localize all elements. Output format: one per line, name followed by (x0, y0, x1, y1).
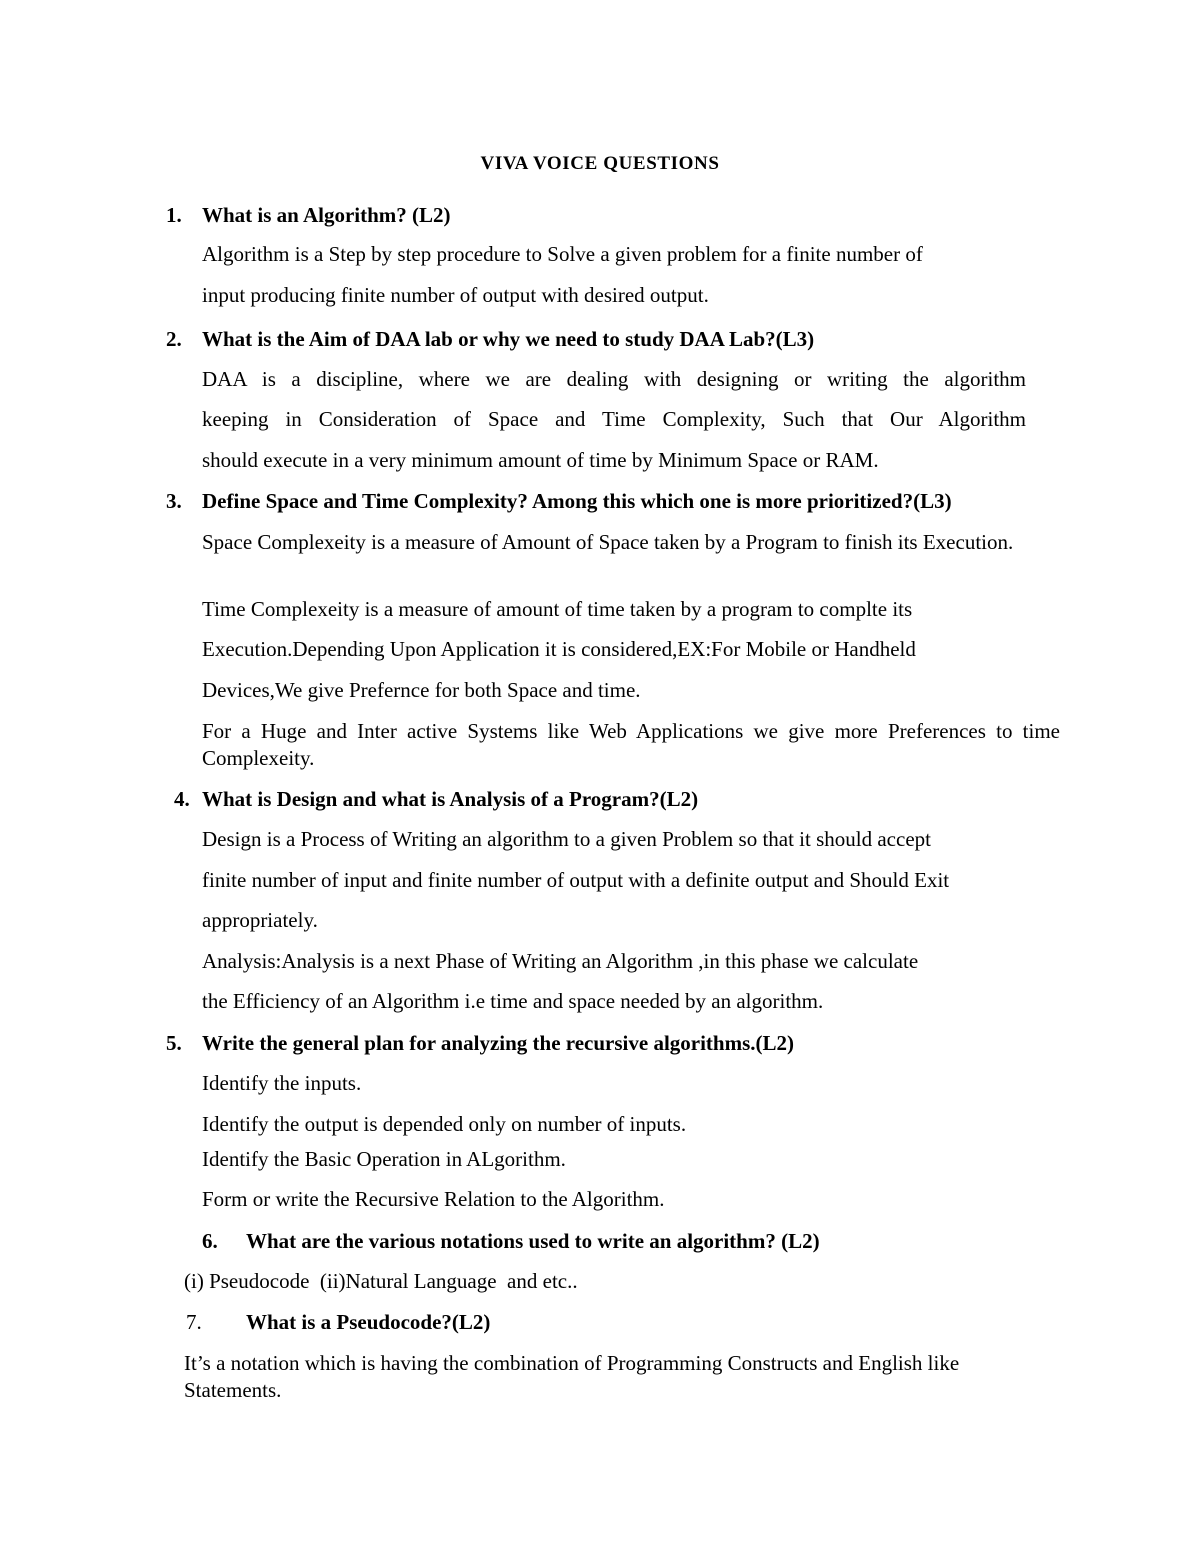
page-title: VIVA VOICE QUESTIONS (480, 153, 720, 174)
answer-paragraph: Space Complexeity is a measure of Amount of Space taken by a Program to finish its Execution. (202, 530, 1014, 554)
answer-line: Design is a Process of Writing an algorithm to a given Problem so that it should accept (202, 827, 931, 851)
question-number: 2. (166, 327, 182, 351)
answer-line: Identify the inputs. (202, 1071, 362, 1095)
answer-line: Algorithm is a Step by step procedure to Solve a given problem for a finite number of (202, 242, 923, 266)
answer-paragraph: It’s a notation which is having the combination of Programming Constructs and English like Statements. (184, 1351, 960, 1402)
question-number: 4. (174, 787, 190, 811)
answer-line: finite number of input and finite number of output with a definite output and Should Exit (202, 868, 950, 892)
answer-line: Devices,We give Prefernce for both Space and time. (202, 678, 641, 702)
question-number: 1. (166, 203, 182, 227)
answer-line: Identify the output is depended only on number of inputs. (202, 1112, 687, 1136)
question-number: 7. (186, 1310, 202, 1334)
question-text: Define Space and Time Complexity? Among this which one is more prioritized?(L3) (202, 489, 952, 513)
answer-line: input producing finite number of output with desired output. (202, 283, 709, 307)
answer-line: should execute in a very minimum amount of time by Minimum Space or RAM. (202, 448, 879, 472)
answer-line: keeping in Consideration of Space and Time Complexity, Such that Our Algorithm (202, 407, 1026, 431)
answer-paragraph: For a Huge and Inter active Systems like Web Applications we give more Preferences to time Complexeity. (202, 719, 1060, 770)
question-number: 3. (166, 489, 182, 513)
question-text: What is Design and what is Analysis of a Program?(L2) (202, 787, 699, 811)
answer-line: Analysis:Analysis is a next Phase of Writing an Algorithm ,in this phase we calculate (202, 949, 919, 973)
answer-line: Execution.Depending Upon Application it is considered,EX:For Mobile or Handheld (202, 637, 916, 661)
answer-line: Identify the Basic Operation in ALgorithm. (202, 1147, 566, 1171)
question-text: What is a Pseudocode?(L2) (246, 1310, 491, 1334)
answer-line: Time Complexeity is a measure of amount of time taken by a program to complte its (202, 597, 913, 621)
answer-line: appropriately. (202, 908, 318, 932)
question-text: What are the various notations used to write an algorithm? (L2) (246, 1229, 820, 1253)
question-number: 6. (202, 1229, 218, 1253)
answer-line: the Efficiency of an Algorithm i.e time and space needed by an algorithm. (202, 989, 824, 1013)
answer-line: (i) Pseudocode (ii)Natural Language and etc.. (184, 1269, 578, 1293)
answer-line: Form or write the Recursive Relation to the Algorithm. (202, 1187, 665, 1211)
answer-line: DAA is a discipline, where we are dealing with designing or writing the algorithm (202, 367, 1026, 391)
question-text: What is an Algorithm? (L2) (202, 203, 451, 227)
question-number: 5. (166, 1031, 182, 1055)
question-text: What is the Aim of DAA lab or why we need to study DAA Lab?(L3) (202, 327, 815, 351)
question-text: Write the general plan for analyzing the recursive algorithms.(L2) (202, 1031, 795, 1055)
